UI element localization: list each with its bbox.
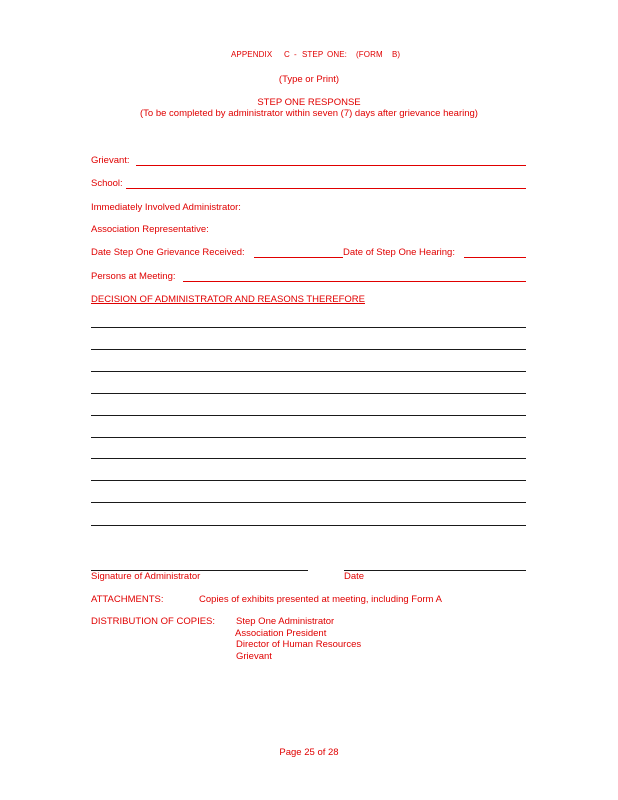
decision-line-5[interactable]: [91, 415, 526, 416]
decision-line-4[interactable]: [91, 393, 526, 394]
appendix-step: STEP: [302, 50, 324, 59]
date-line[interactable]: [344, 570, 526, 571]
decision-line-7[interactable]: [91, 458, 526, 459]
date-hearing-label: Date of Step One Hearing:: [343, 247, 455, 258]
grievant-field[interactable]: [136, 165, 526, 166]
type-or-print: (Type or Print): [278, 74, 340, 85]
appendix-dash: -: [294, 50, 297, 59]
page-title: STEP ONE RESPONSE: [257, 97, 361, 108]
signature-label: Signature of Administrator: [91, 571, 201, 582]
persons-field[interactable]: [183, 281, 526, 282]
date-received-field[interactable]: [254, 257, 343, 258]
appendix-word: APPENDIX: [231, 50, 273, 59]
date-hearing-field[interactable]: [464, 257, 526, 258]
school-field[interactable]: [126, 188, 526, 189]
page-number: Page 25 of 28: [279, 747, 339, 758]
persons-label: Persons at Meeting:: [91, 271, 176, 282]
administrator-label: Immediately Involved Administrator:: [91, 202, 241, 213]
decision-line-3[interactable]: [91, 371, 526, 372]
decision-line-6[interactable]: [91, 437, 526, 438]
decision-line-1[interactable]: [91, 327, 526, 328]
decision-line-8[interactable]: [91, 480, 526, 481]
distribution-item-4: Grievant: [236, 651, 272, 662]
attachments-text: Copies of exhibits presented at meeting, including Form A: [199, 594, 442, 605]
decision-line-2[interactable]: [91, 349, 526, 350]
appendix-form-letter: B): [392, 50, 401, 59]
appendix-letter: C: [284, 50, 290, 59]
appendix-one: ONE:: [327, 50, 347, 59]
attachments-label: ATTACHMENTS:: [91, 594, 164, 605]
date-received-label: Date Step One Grievance Received:: [91, 247, 245, 258]
representative-label: Association Representative:: [91, 224, 209, 235]
distribution-label: DISTRIBUTION OF COPIES:: [91, 616, 216, 627]
distribution-item-2: Association President: [235, 628, 327, 639]
signature-date-label: Date: [344, 571, 365, 582]
appendix-form: (FORM: [356, 50, 383, 59]
decision-line-10[interactable]: [91, 525, 526, 526]
appendix-header: [231, 50, 272, 59]
page-subtitle: (To be completed by administrator within seven (7) days after grievance hearing): [140, 108, 478, 119]
decision-line-9[interactable]: [91, 502, 526, 503]
distribution-item-3: Director of Human Resources: [236, 639, 362, 650]
grievant-label: Grievant:: [91, 155, 130, 166]
decision-heading: DECISION OF ADMINISTRATOR AND REASONS THEREFORE: [91, 294, 365, 305]
distribution-item-1: Step One Administrator: [236, 616, 335, 627]
school-label: School:: [91, 178, 123, 189]
